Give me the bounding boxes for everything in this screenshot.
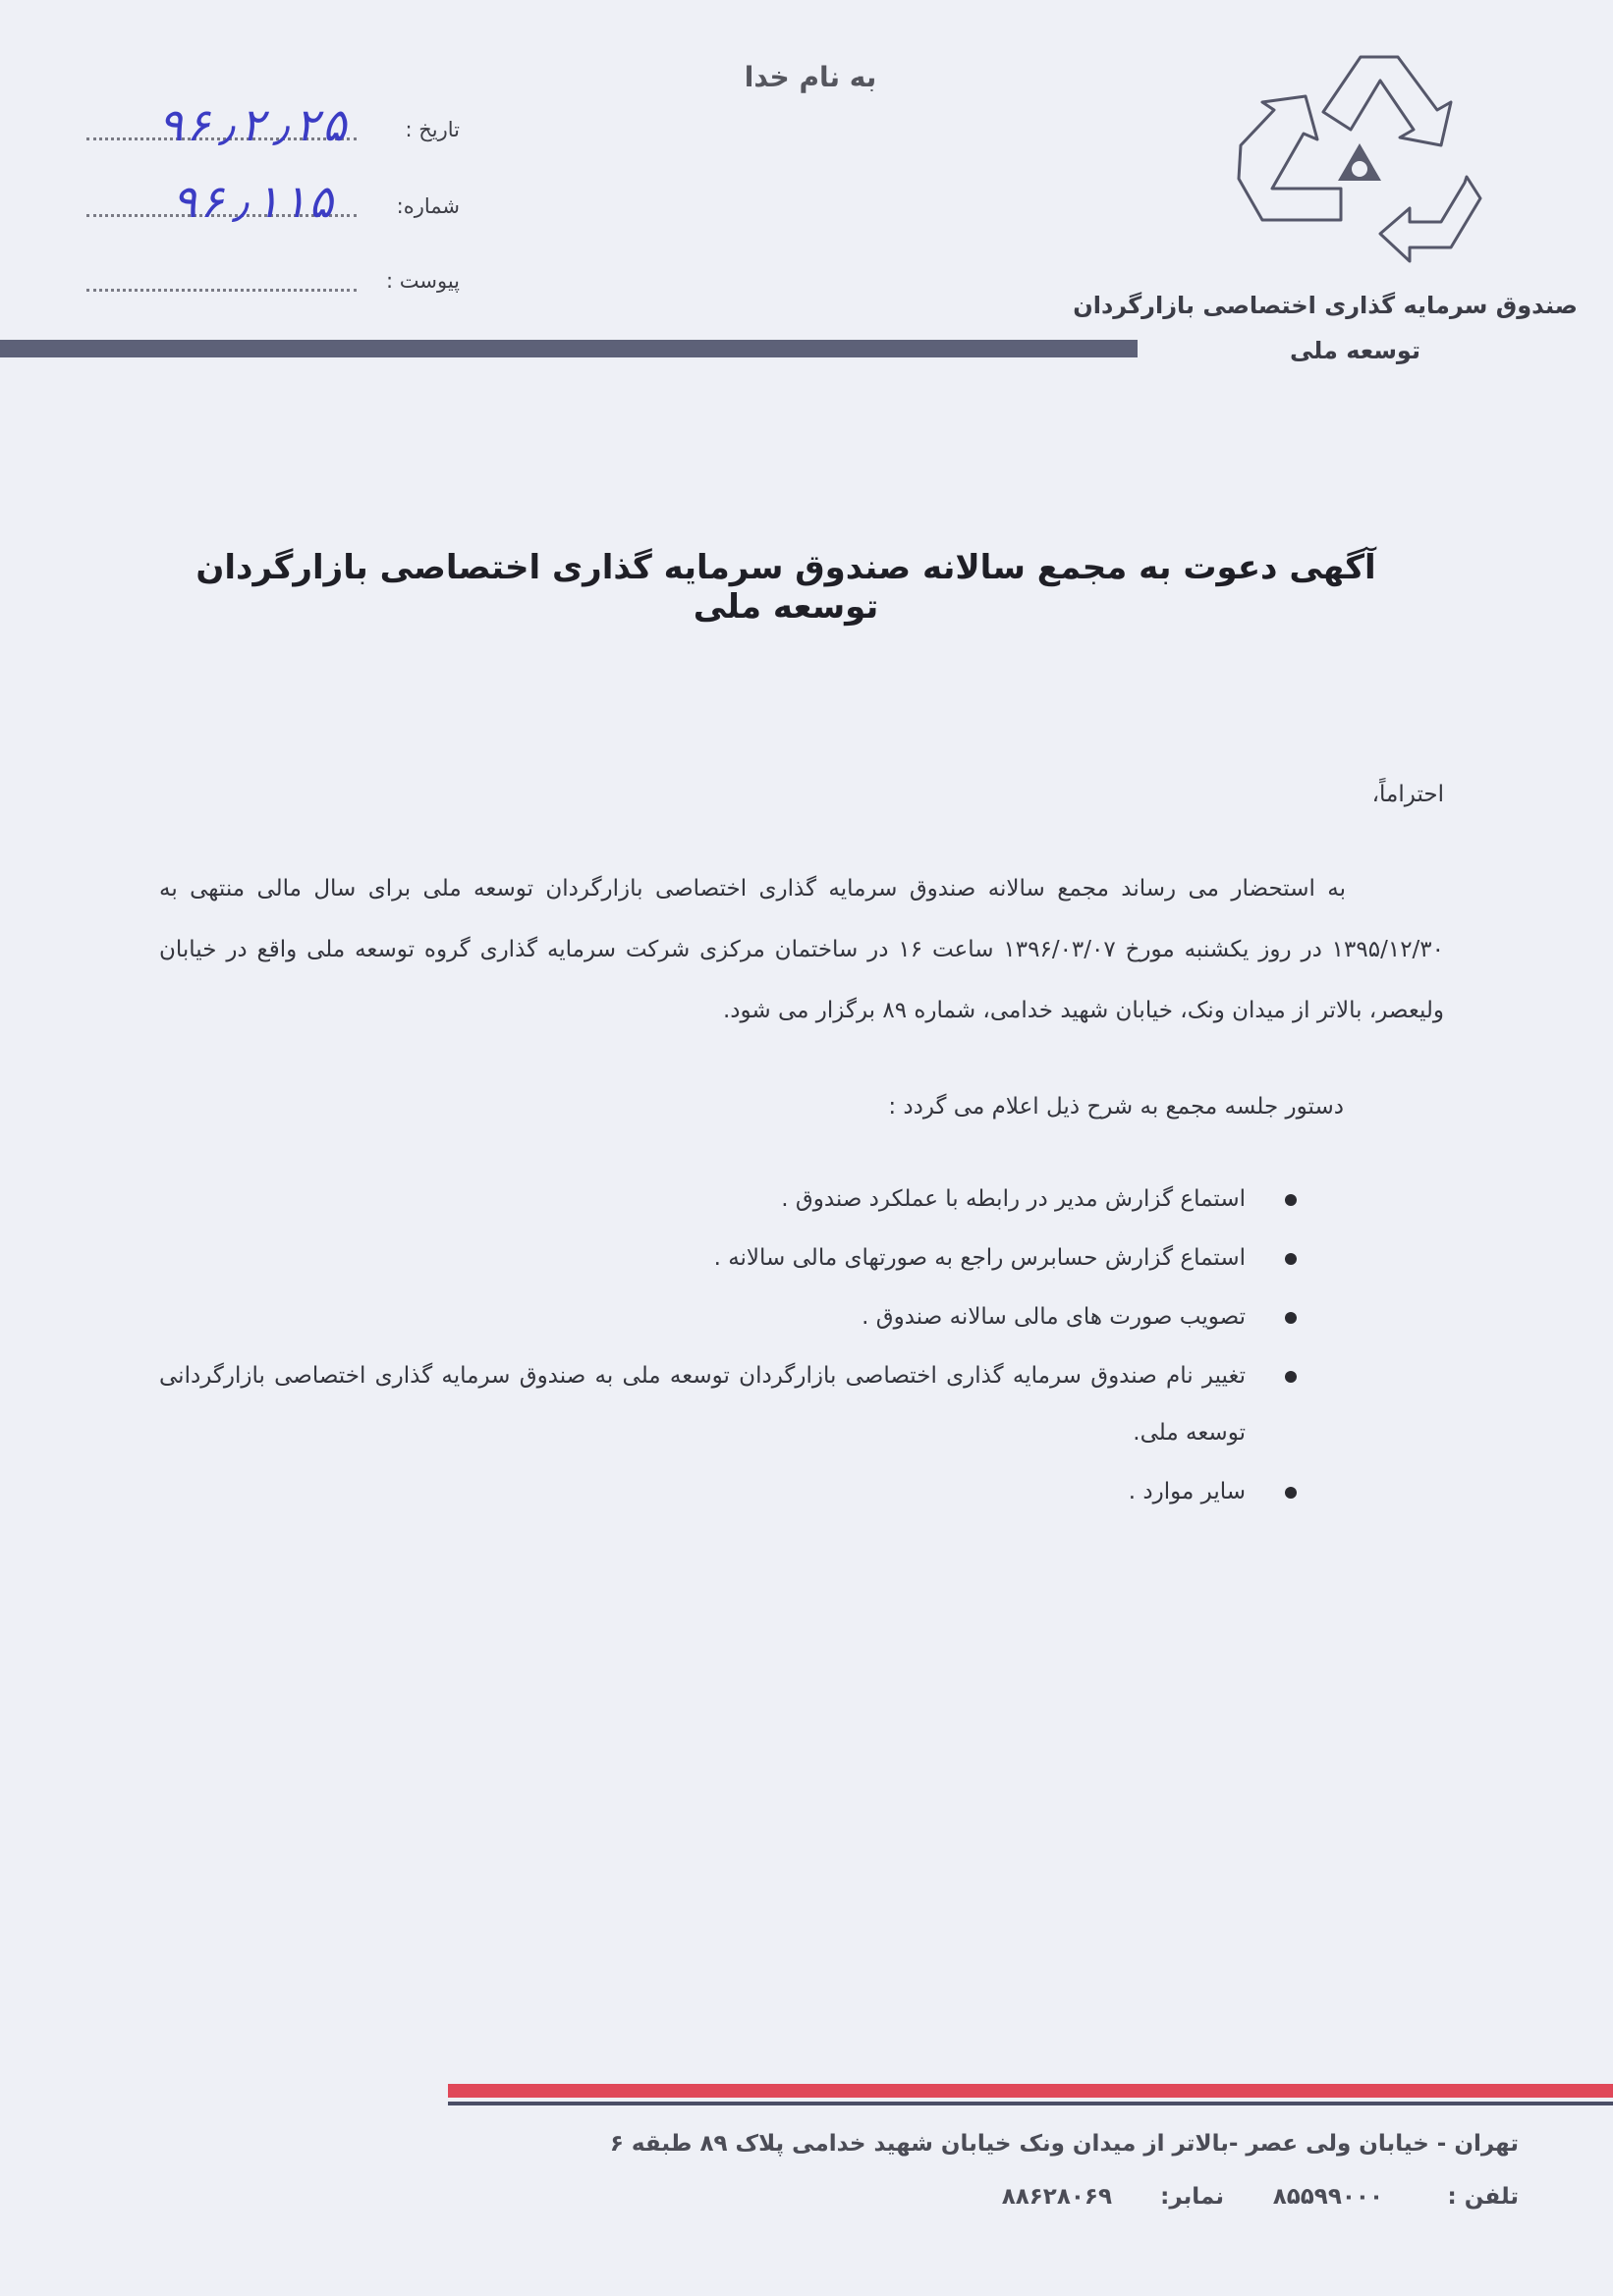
agenda-item	[159, 1171, 1299, 1228]
footer-contact	[536, 2184, 1519, 2217]
agenda-intro: دستور جلسه مجمع به شرح ذیل اعلام می گردد :	[888, 1094, 1344, 1120]
footer-divider-red	[448, 2084, 1613, 2098]
agenda-item-text: استماع گزارش حسابرس راجع به صورتهای مالی سالانه .	[713, 1245, 1246, 1271]
date-handwritten-value: ۹۶٫۲٫۲۵	[155, 98, 358, 151]
organization-name	[1067, 283, 1578, 373]
footer-address: تهران - خیابان ولی عصر -بالاتر از میدان ونک خیابان شهید خدامی پلاک ۸۹ طبقه ۶	[609, 2131, 1519, 2157]
agenda-item-text: تصویب صورت های مالی سالانه صندوق .	[862, 1304, 1246, 1330]
agenda-list	[159, 1171, 1299, 1522]
bullet-icon	[1285, 1371, 1297, 1383]
bullet-icon	[1285, 1312, 1297, 1324]
agenda-item-text: سایر موارد .	[1128, 1479, 1246, 1504]
footer-divider-dark	[448, 2102, 1613, 2105]
attachment-label: پیوست :	[386, 269, 460, 293]
org-name-line1: صندوق سرمایه گذاری اختصاصی بازارگردان	[1073, 292, 1578, 319]
date-label: تاریخ :	[405, 118, 460, 141]
agenda-item-text: استماع گزارش مدیر در رابطه با عملکرد صندوق .	[781, 1186, 1246, 1212]
bullet-icon	[1285, 1194, 1297, 1206]
agenda-item-text: تغییر نام صندوق سرمایه گذاری اختصاصی بازارگردان توسعه ملی به صندوق سرمایه گذاری اختصاصی بازارگردانی توسعه ملی.	[159, 1363, 1246, 1446]
bullet-icon	[1285, 1253, 1297, 1265]
agenda-item	[159, 1347, 1299, 1461]
agenda-item	[159, 1288, 1299, 1345]
phone-value: ۸۵۵۹۹۰۰۰	[1272, 2184, 1383, 2210]
date-field	[86, 98, 460, 153]
attachment-field	[86, 261, 460, 304]
agenda-item	[159, 1463, 1299, 1520]
fax-value: ۸۸۶۲۸۰۶۹	[1001, 2184, 1112, 2210]
phone-label: تلفن :	[1447, 2184, 1519, 2210]
header-divider	[0, 340, 1138, 357]
greeting: احتراماً،	[1371, 782, 1444, 807]
agenda-item	[159, 1230, 1299, 1286]
document-title: آگهی دعوت به مجمع سالانه صندوق سرمایه گذاری اختصاصی بازارگردان توسعه ملی	[195, 548, 1376, 627]
recycle-triangle-logo-icon	[1233, 51, 1488, 277]
fax-label: نمابر:	[1160, 2184, 1224, 2210]
attachment-dotted-line	[86, 289, 357, 292]
bullet-icon	[1285, 1487, 1297, 1499]
number-field	[86, 175, 460, 230]
org-name-line2: توسعه ملی	[1289, 337, 1420, 364]
body-paragraph: به استحضار می رساند مجمع سالانه صندوق سرمایه گذاری اختصاصی بازارگردان توسعه ملی برای سال مالی منتهی به ۱۳۹۵/۱۲/۳۰ در روز یکشنبه مورخ ۱۳۹۶/۰۳/۰۷ ساعت ۱۶ در ساختمان مرکزی شرکت سرمایه گذاری گروه توسعه ملی واقع در خیابان ولیعصر، بالاتر از میدان ونک، خیابان شهید خدامی، شماره ۸۹ برگزار می شود.	[159, 876, 1444, 1023]
bismillah-heading: به نام خدا	[744, 61, 877, 93]
number-label: شماره:	[396, 194, 460, 218]
number-handwritten-value: ۹۶٫۱۱۵	[169, 175, 344, 228]
